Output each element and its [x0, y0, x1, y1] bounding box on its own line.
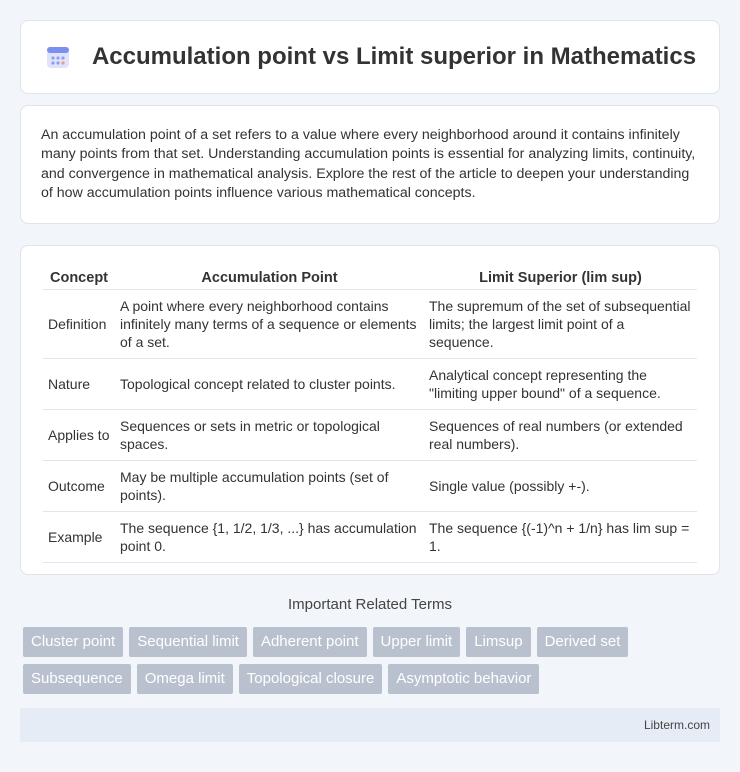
header-card: [20, 20, 720, 94]
table-row: [43, 461, 697, 512]
related-term-tag[interactable]: Upper limit: [373, 627, 461, 657]
table-row: [43, 410, 697, 461]
row-limit-superior: Analytical concept representing the "limiting upper bound" of a sequence.: [424, 359, 697, 410]
row-accumulation-point: The sequence {1, 1/2, 1/3, ...} has accumulation point 0.: [115, 512, 424, 563]
footer-site-link[interactable]: Libterm.com: [643, 718, 710, 732]
related-terms-title: Important Related Terms: [288, 596, 452, 613]
intro-text: An accumulation point of a set refers to a value where every neighborhood around it contains infinitely many points from that set. Understanding accumulation points is essential for analyzing limits, continuity, and convergence in mathematical analysis. Explore the rest of the article to deepen your understanding of how accumulation points influence various mathematical concepts.: [41, 127, 696, 201]
table-row: [43, 359, 697, 410]
related-term-tag[interactable]: Derived set: [537, 627, 629, 657]
row-concept: Example: [43, 512, 115, 563]
footer: [20, 708, 720, 742]
calendar-grid-icon: [44, 43, 72, 71]
related-term-tag[interactable]: Subsequence: [23, 664, 131, 694]
row-limit-superior: Sequences of real numbers (or extended real numbers).: [424, 410, 697, 461]
column-header-accumulation-point: Accumulation Point: [115, 266, 424, 290]
comparison-card: [20, 245, 720, 575]
row-limit-superior: Single value (possibly +-).: [424, 461, 697, 512]
row-accumulation-point: May be multiple accumulation points (set of points).: [115, 461, 424, 512]
row-limit-superior: The supremum of the set of subsequential limits; the largest limit point of a sequence.: [424, 290, 697, 359]
row-limit-superior: The sequence {(-1)^n + 1/n} has lim sup = 1.: [424, 512, 697, 563]
related-term-tag[interactable]: Cluster point: [23, 627, 123, 657]
row-concept: Definition: [43, 290, 115, 359]
related-term-tag[interactable]: Sequential limit: [129, 627, 247, 657]
column-header-concept: Concept: [43, 266, 115, 290]
intro-card: [20, 105, 720, 224]
related-term-tag[interactable]: Asymptotic behavior: [388, 664, 539, 694]
row-accumulation-point: Sequences or sets in metric or topological spaces.: [115, 410, 424, 461]
row-concept: Outcome: [43, 461, 115, 512]
related-term-tag[interactable]: Topological closure: [239, 664, 383, 694]
table-header-row: [43, 266, 697, 290]
table-row: [43, 290, 697, 359]
column-header-limit-superior: Limit Superior (lim sup): [424, 266, 697, 290]
row-concept: Applies to: [43, 410, 115, 461]
related-term-tag[interactable]: Omega limit: [137, 664, 233, 694]
table-row: [43, 512, 697, 563]
related-term-tag[interactable]: Adherent point: [253, 627, 367, 657]
row-accumulation-point: Topological concept related to cluster points.: [115, 359, 424, 410]
row-accumulation-point: A point where every neighborhood contains infinitely many terms of a sequence or elements of a set.: [115, 290, 424, 359]
page-title: Accumulation point vs Limit superior in Mathematics: [91, 43, 697, 70]
related-terms-list: [23, 627, 713, 694]
related-term-tag[interactable]: Limsup: [466, 627, 530, 657]
comparison-table: [43, 266, 697, 563]
row-concept: Nature: [43, 359, 115, 410]
